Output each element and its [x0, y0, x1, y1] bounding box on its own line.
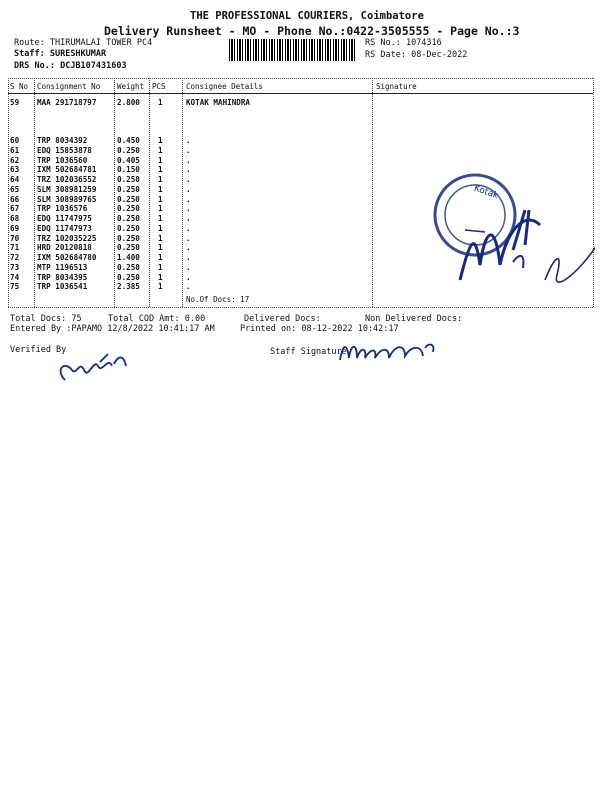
cell-weight: 2.385	[117, 282, 140, 292]
total-cod-amt: Total COD Amt: 0.00	[108, 314, 206, 324]
cell-consignment: MTP 1196513	[37, 262, 88, 272]
cell-mark: .	[186, 243, 191, 253]
cell-mark: .	[186, 165, 191, 175]
cell-mark: .	[186, 136, 191, 145]
cell-mark: .	[186, 272, 191, 282]
no-of-docs: No.Of Docs: 17	[186, 295, 250, 304]
cell-sno: 66	[10, 194, 20, 204]
rs-no-label: RS No.:	[365, 38, 401, 48]
delivered-docs: Delivered Docs:	[244, 314, 321, 324]
cell-pcs: 1	[158, 243, 163, 253]
cell-mark: .	[186, 155, 191, 165]
cell-mark: .	[186, 175, 191, 184]
cell-consignment: EDQ 11747973	[37, 223, 92, 233]
cell-sno: 62	[10, 155, 20, 165]
cell-sno: 75	[10, 282, 20, 292]
cell-weight: 0.250	[117, 243, 140, 253]
cell-sno: 59	[10, 98, 20, 107]
route-value: THIRUMALAI TOWER PC4	[49, 38, 153, 48]
cell-consignment: TRP 1036541	[37, 282, 88, 292]
col-header-pcs: PCS	[152, 82, 166, 91]
cell-consignment: TRZ 102035225	[37, 233, 97, 243]
cell-pcs: 1	[158, 214, 163, 223]
printed-on: Printed on: 08-12-2022 10:42:17	[240, 324, 399, 334]
col-divider	[182, 78, 183, 307]
cell-mark: .	[186, 184, 191, 194]
staff-value: SURESHKUMAR	[49, 49, 107, 59]
verifier-signature	[50, 340, 140, 388]
cell-weight: 0.250	[117, 233, 140, 243]
stamp-text: Kotak	[472, 183, 500, 202]
cell-mark: .	[186, 204, 191, 214]
rs-no-value: 1074316	[405, 38, 442, 48]
cell-sno: 69	[10, 223, 20, 233]
cell-weight: 0.250	[117, 204, 140, 214]
cell-weight: 0.250	[117, 145, 140, 155]
route-label: Route:	[14, 38, 45, 48]
cell-weight: 0.250	[117, 175, 140, 184]
col-divider	[8, 78, 9, 307]
table-header-border	[8, 93, 593, 94]
cell-weight: 0.250	[117, 194, 140, 204]
cell-sno: 60	[10, 136, 20, 145]
cell-mark: .	[186, 262, 191, 272]
col-divider	[149, 78, 150, 307]
rs-date-value: 08-Dec-2022	[411, 50, 468, 60]
drs-label: DRS No.:	[14, 61, 55, 71]
cell-sno: 68	[10, 214, 20, 223]
cell-sno: 63	[10, 165, 20, 175]
cell-mark: .	[186, 253, 191, 262]
cell-mark: .	[186, 223, 191, 233]
runsheet-title: Delivery Runsheet - MO - Phone No.:0422-3505555 - Page No.:3	[104, 24, 520, 38]
cell-weight: 0.250	[117, 223, 140, 233]
cell-sno: 67	[10, 204, 20, 214]
cell-consignment: EDQ 11747975	[37, 214, 92, 223]
cell-weight: 0.405	[117, 155, 140, 165]
cell-pcs: 1	[158, 262, 163, 272]
cell-consignment: EDQ 15853878	[37, 145, 92, 155]
cell-weight: 0.150	[117, 165, 140, 175]
cell-mark: .	[186, 233, 191, 243]
cell-sno: 74	[10, 272, 20, 282]
drs-line	[14, 61, 127, 71]
col-header-weight: Weight	[117, 82, 145, 91]
route-line	[14, 38, 152, 48]
cell-sno: 70	[10, 233, 20, 243]
verified-by-label: Verified By	[10, 345, 67, 355]
cell-pcs: 1	[158, 194, 163, 204]
cell-consignment: IXM 502684780	[37, 253, 97, 262]
staff-line	[14, 49, 106, 59]
staff-signature-label: Staff Signature	[270, 347, 347, 357]
cell-sno: 61	[10, 145, 20, 155]
cell-mark: .	[186, 282, 191, 292]
cell-sno: 72	[10, 253, 20, 262]
col-divider	[114, 78, 115, 307]
rs-date-label: RS Date:	[365, 50, 406, 60]
cell-consignment: SLM 308981259	[37, 184, 97, 194]
cell-weight: 2.800	[117, 98, 140, 107]
cell-mark: .	[186, 194, 191, 204]
cell-pcs: 1	[158, 223, 163, 233]
total-docs: Total Docs: 75	[10, 314, 82, 324]
col-divider	[34, 78, 35, 307]
cell-pcs: 1	[158, 184, 163, 194]
cell-pcs: 1	[158, 253, 163, 262]
barcode	[229, 39, 355, 61]
staff-handwritten-signature	[335, 338, 445, 368]
cell-consignment: TRP 8034395	[37, 272, 88, 282]
cell-pcs: 1	[158, 175, 163, 184]
cell-consignment: TRP 1036576	[37, 204, 88, 214]
company-name: THE PROFESSIONAL COURIERS, Coimbatore	[190, 10, 424, 22]
cell-mark: .	[186, 145, 191, 155]
cell-consignment: MAA 291718797	[37, 98, 97, 107]
cell-sno: 73	[10, 262, 20, 272]
cell-weight: 0.250	[117, 214, 140, 223]
table-top-border	[8, 78, 593, 79]
cell-weight: 1.400	[117, 253, 140, 262]
cell-weight: 0.250	[117, 272, 140, 282]
cell-consignment: IXM 502684781	[37, 165, 97, 175]
cell-weight: 0.250	[117, 184, 140, 194]
cell-pcs: 1	[158, 165, 163, 175]
cell-mark: .	[186, 214, 191, 223]
non-delivered-docs: Non Delivered Docs:	[365, 314, 463, 324]
cell-pcs: 1	[158, 155, 163, 165]
col-header-sno: S No	[10, 82, 29, 91]
cell-consignment: TRZ 102036552	[37, 175, 97, 184]
cell-pcs: 1	[158, 145, 163, 155]
cell-consignment: TRP 8034392	[37, 136, 88, 145]
cell-weight: 0.450	[117, 136, 140, 145]
cell-pcs: 1	[158, 233, 163, 243]
col-header-signature: Signature	[376, 82, 417, 91]
cell-consignment: TRP 1036560	[37, 155, 88, 165]
cell-pcs: 1	[158, 136, 163, 145]
rs-date-line	[365, 50, 467, 60]
cell-consignment: HRD 20120818	[37, 243, 92, 253]
cell-weight: 0.250	[117, 262, 140, 272]
cell-pcs: 1	[158, 204, 163, 214]
cell-pcs: 1	[158, 98, 163, 107]
col-header-consignment: Consignment No	[37, 82, 101, 91]
entered-by: Entered By :PAPAMO 12/8/2022 10:41:17 AM	[10, 324, 215, 334]
staff-label: Staff:	[14, 49, 45, 59]
cell-sno: 65	[10, 184, 20, 194]
cell-consignment: SLM 308989765	[37, 194, 97, 204]
col-divider	[372, 78, 373, 307]
cell-consignee: KOTAK MAHINDRA	[186, 98, 251, 107]
col-header-consignee: Consignee Details	[186, 82, 263, 91]
company-stamp-and-signature	[415, 170, 595, 310]
cell-pcs: 1	[158, 272, 163, 282]
cell-sno: 71	[10, 243, 20, 253]
drs-value: DCJB107431603	[60, 61, 127, 71]
cell-pcs: 1	[158, 282, 163, 292]
cell-sno: 64	[10, 175, 20, 184]
rs-no-line	[365, 38, 442, 48]
